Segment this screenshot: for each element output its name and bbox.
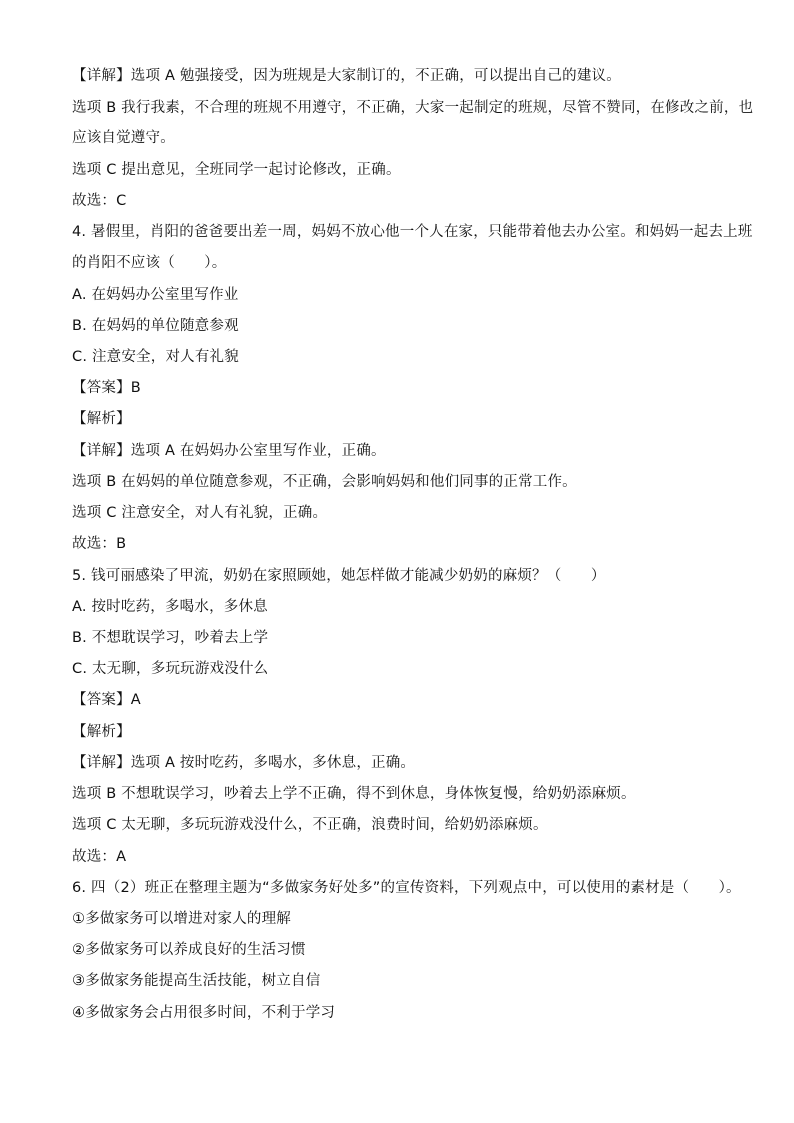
question-4-line1: 4. 暑假里，肖阳的爸爸要出差一周，妈妈不放心他一个人在家，只能带着他去办公室。和妈妈一起去上班 [72,224,753,240]
question-4-option-c: C. 注意安全，对人有礼貌 [72,349,239,365]
question-5-analysis-heading: 【解析】 [72,724,131,740]
question-6-item-4: ④多做家务会占用很多时间，不利于学习 [72,1005,336,1021]
question-6-item-3: ③多做家务能提高生活技能，树立自信 [72,973,321,989]
question-5-stem: 5. 钱可丽感染了甲流，奶奶在家照顾她，她怎样做才能减少奶奶的麻烦？（ ） [72,568,606,584]
question-4-detail-c: 选项 C 注意安全，对人有礼貌，正确。 [72,505,328,521]
question-4-line2: 的肖阳不应该（ ）。 [72,255,227,271]
question-5-answer: 【答案】A [72,692,141,708]
question-4-option-b: B. 在妈妈的单位随意参观 [72,318,239,334]
question-5-detail-a: 【详解】选项 A 按时吃药，多喝水，多休息，正确。 [72,755,416,771]
explanation-detail-q3-a: 【详解】选项 A 勉强接受，因为班规是大家制订的，不正确，可以提出自己的建议。 [72,68,621,84]
question-5-choice: 故选：A [72,849,127,865]
question-6-item-2: ②多做家务可以养成良好的生活习惯 [72,942,306,958]
question-4-choice: 故选：B [72,536,127,552]
question-4-detail-b: 选项 B 在妈妈的单位随意参观，不正确，会影响妈妈和他们同事的正常工作。 [72,474,577,490]
question-4-answer: 【答案】B [72,380,141,396]
explanation-q3-b-line2: 应该自觉遵守。 [72,130,175,146]
question-6-item-1: ①多做家务可以增进对家人的理解 [72,911,291,927]
question-5-option-c: C. 太无聊，多玩玩游戏没什么 [72,661,269,677]
question-5-detail-b: 选项 B 不想耽误学习，吵着去上学不正确，得不到休息，身体恢复慢，给奶奶添麻烦。 [72,786,636,802]
question-5-option-a: A. 按时吃药，多喝水，多休息 [72,599,268,615]
explanation-q3-c: 选项 C 提出意见，全班同学一起讨论修改，正确。 [72,162,401,178]
question-4-analysis-heading: 【解析】 [72,411,131,427]
question-4-detail-a: 【详解】选项 A 在妈妈办公室里写作业，正确。 [72,443,386,459]
explanation-q3-b-line1: 选项 B 我行我素，不合理的班规不用遵守，不正确，大家一起制定的班规，尽管不赞同，在修改之前，也 [72,100,754,116]
question-4-option-a: A. 在妈妈办公室里写作业 [72,287,239,303]
question-6-stem: 6. 四（2）班正在整理主题为“多做家务好处多”的宣传资料，下列观点中，可以使用的素材是（ ）。 [72,880,741,896]
question-5-detail-c: 选项 C 太无聊，多玩玩游戏没什么，不正确，浪费时间，给奶奶添麻烦。 [72,817,548,833]
answer-choice-q3: 故选：C [72,193,127,209]
question-5-option-b: B. 不想耽误学习，吵着去上学 [72,630,269,646]
